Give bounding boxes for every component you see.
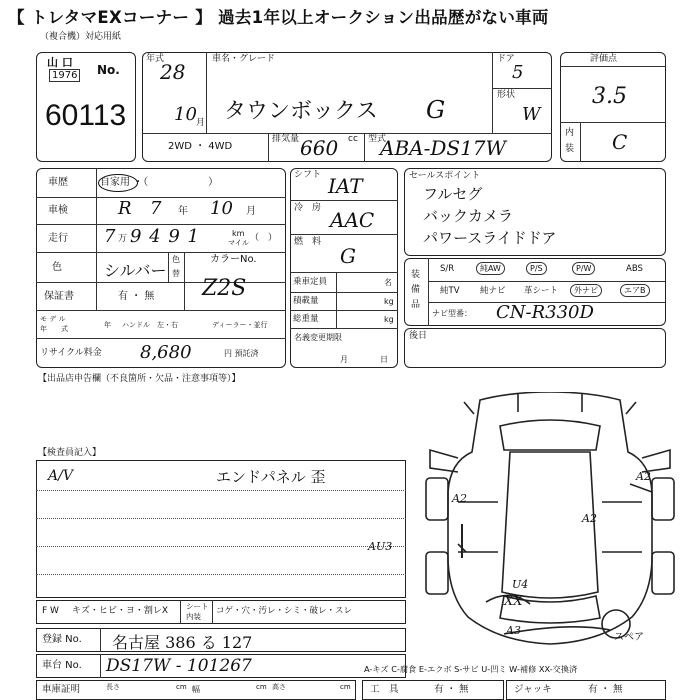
inspection-era: R [118, 198, 132, 219]
equip-navi: 純ナビ [480, 286, 506, 296]
equip-aw: 純AW [476, 262, 505, 275]
displacement-label: 排気量 [272, 134, 300, 144]
damage-legend: A-キズ C-腐食 E-エクボ S-サビ U-凹ミ W-補修 XX-交換済 [364, 664, 578, 674]
sales-line-3: パワースライドドア [423, 229, 557, 247]
lot-region-label: 山 口 [47, 56, 73, 69]
inspection-label: 車検 [48, 205, 68, 216]
mileage-rest: 9 4 9 1 [130, 226, 200, 247]
sales-line-1: フルセグ [423, 185, 483, 203]
equip-leather: 革シート [524, 286, 559, 296]
color-code-value: Z2S [202, 276, 247, 301]
lot-box [36, 52, 136, 162]
inspector-note-1: A/V [48, 468, 73, 484]
cert-height: 高さ [272, 683, 286, 691]
color-value: シルバー [104, 261, 167, 280]
equip-tv: 純TV [440, 286, 460, 296]
car-grade: G [426, 96, 446, 124]
equip-sr: S/R [440, 264, 455, 274]
name-label: 車名・グレード [212, 54, 276, 64]
inspector-note-2: エンドパネル 歪 [216, 468, 326, 486]
inspection-month: 10 [210, 198, 233, 219]
chassis-value: DS17W - 101267 [106, 656, 252, 676]
mileage-mile: マイル [228, 239, 249, 247]
equip-abs: ABS [626, 264, 643, 274]
diagram-mark-xx: XX [504, 594, 523, 609]
sales-label: セールスポイント [409, 171, 481, 181]
model-year-label-2: 年 式 [40, 325, 68, 333]
equip-pw: P/W [572, 262, 595, 275]
navi-model-value: CN-R330D [496, 302, 594, 323]
equip-ps: P/S [526, 262, 547, 275]
year-month-unit: 月 [196, 118, 206, 128]
model-type-value: ABA-DS17W [380, 136, 507, 160]
spare-label: スペア [614, 632, 644, 643]
fw-items: キズ・ヒビ・ヨ・割レX [72, 606, 168, 616]
mileage-km: km [232, 229, 245, 238]
first-reg-month: 月 [340, 355, 348, 364]
inspection-month-unit: 月 [246, 206, 256, 217]
diagram-mark-a2-inner: A2 [582, 512, 597, 525]
capacity-label: 乗車定員 [293, 277, 328, 287]
door-label: ドア [497, 54, 515, 64]
model-type-label: 型式 [368, 134, 387, 144]
cert-cm-2: cm [256, 683, 267, 691]
interior-value: C [612, 130, 628, 154]
year-month-value: 10 [174, 104, 197, 125]
dealer-options: ディーラー・並行 [212, 321, 268, 329]
shape-value: W [522, 104, 541, 125]
warranty-label: 保証書 [44, 291, 74, 302]
jack-label: ジャッキ [514, 684, 552, 695]
tools-label: 工 具 [370, 684, 399, 695]
recycle-unit: 円 預託済 [224, 349, 259, 358]
score-value: 3.5 [592, 84, 627, 109]
chassis-label: 車台 No. [42, 660, 82, 671]
lot-no-label: No. [97, 63, 120, 77]
jack-options: 有 ・ 無 [588, 684, 623, 695]
diagram-mark-a2-top: A2 [452, 492, 467, 505]
fuel-value: G [340, 244, 356, 268]
cert-width: 幅 [192, 685, 200, 694]
load-label: 積載量 [293, 296, 319, 306]
shift-label: シフト [294, 170, 322, 180]
ac-value: AAC [330, 208, 375, 232]
inspector-label: 【検査員記入】 [38, 448, 102, 458]
cert-cm-1: cm [176, 683, 187, 691]
diagram-mark-au3: AU3 [368, 540, 393, 553]
color-code-label: カラーNo. [210, 254, 257, 265]
mileage-man: 7 [104, 226, 116, 247]
fw-label: F W [42, 606, 59, 616]
first-reg-label: 名義変更期限 [294, 333, 342, 342]
weight-label: 総重量 [293, 314, 319, 324]
navi-model-label: ナビ型番： [432, 309, 472, 318]
ac-label: 冷 房 [294, 203, 322, 213]
recycle-label: リサイクル料金 [40, 348, 102, 358]
recycle-value: 8,680 [140, 342, 192, 363]
tools-options: 有 ・ 無 [434, 684, 469, 695]
inspection-year: 7 [150, 198, 162, 219]
capacity-unit: 名 [384, 278, 392, 287]
registration-label: 登録 No. [42, 634, 82, 645]
history-label: 車歴 [48, 177, 68, 188]
page-title: 【 トレタマEXコーナー 】 過去1年以上オークション出品歴がない車両 [8, 8, 549, 27]
score-label: 評価点 [590, 54, 618, 64]
year-label: 年式 [146, 54, 165, 64]
fw-seat-2: 内装 [186, 612, 201, 621]
year-value: 28 [160, 60, 186, 84]
fw-items-2: コゲ・穴・汚レ・シミ・破レ・スレ [216, 606, 353, 616]
fw-seat-1: シート [186, 602, 209, 611]
diagram-mark-u4: U4 [512, 578, 529, 591]
cert-length: 長さ [106, 683, 120, 691]
history-options: 自家用 ・（ ） [100, 177, 219, 188]
later-box [404, 328, 666, 368]
color-repaint-2: 替 [172, 269, 180, 278]
model-year-unit: 年 [104, 321, 111, 329]
displacement-unit: cc [348, 134, 358, 144]
shift-value: IAT [328, 174, 363, 198]
interior-label-2: 装 [565, 144, 575, 154]
handle-options: ハンドル 左・右 [122, 321, 178, 329]
color-label: 色 [52, 262, 62, 273]
sheet-note: （複合機）対応用紙 [40, 32, 122, 42]
equip-airbag: エアB [620, 284, 650, 297]
equip-ext-navi: 外ナビ [570, 284, 602, 297]
cert-cm-3: cm [340, 683, 351, 691]
shape-label: 形状 [497, 90, 516, 100]
diagram-mark-a2-right: A2 [636, 470, 651, 483]
first-reg-day: 日 [380, 355, 388, 364]
load-unit: kg [384, 297, 394, 306]
model-year-label-1: モ デ ル [40, 315, 66, 323]
weight-unit: kg [384, 315, 394, 324]
drive-label: 2WD ・ 4WD [168, 141, 233, 152]
car-name: タウンボックス [224, 99, 378, 124]
later-label: 後日 [409, 331, 428, 341]
displacement-value: 660 [300, 136, 339, 160]
equip-label: 装 備 品 [411, 270, 421, 310]
sales-point-box [404, 168, 666, 256]
mileage-label: 走行 [48, 233, 68, 244]
cert-label: 車庫証明 [42, 684, 81, 695]
door-value: 5 [512, 62, 524, 83]
color-repaint-1: 色 [172, 255, 180, 264]
inspection-year-unit: 年 [178, 206, 188, 217]
mileage-man-unit: 万 [118, 234, 128, 244]
diagram-mark-a3: A3 [506, 624, 521, 637]
dealer-report-label: 【出品店申告欄（不良箇所・欠品・注意事項等）】 [38, 374, 241, 384]
header-bar [0, 0, 700, 30]
mileage-paren: （ ） [250, 233, 278, 243]
sales-line-2: バックカメラ [423, 207, 514, 225]
interior-label-1: 内 [565, 128, 575, 138]
car-damage-diagram [400, 392, 700, 652]
lot-number: 60113 [45, 99, 127, 132]
fuel-label: 燃 料 [294, 237, 322, 247]
lot-year-code: 1976 [49, 69, 80, 82]
warranty-options: 有 ・ 無 [118, 291, 155, 302]
registration-value: 名古屋 386 る 127 [112, 633, 253, 652]
